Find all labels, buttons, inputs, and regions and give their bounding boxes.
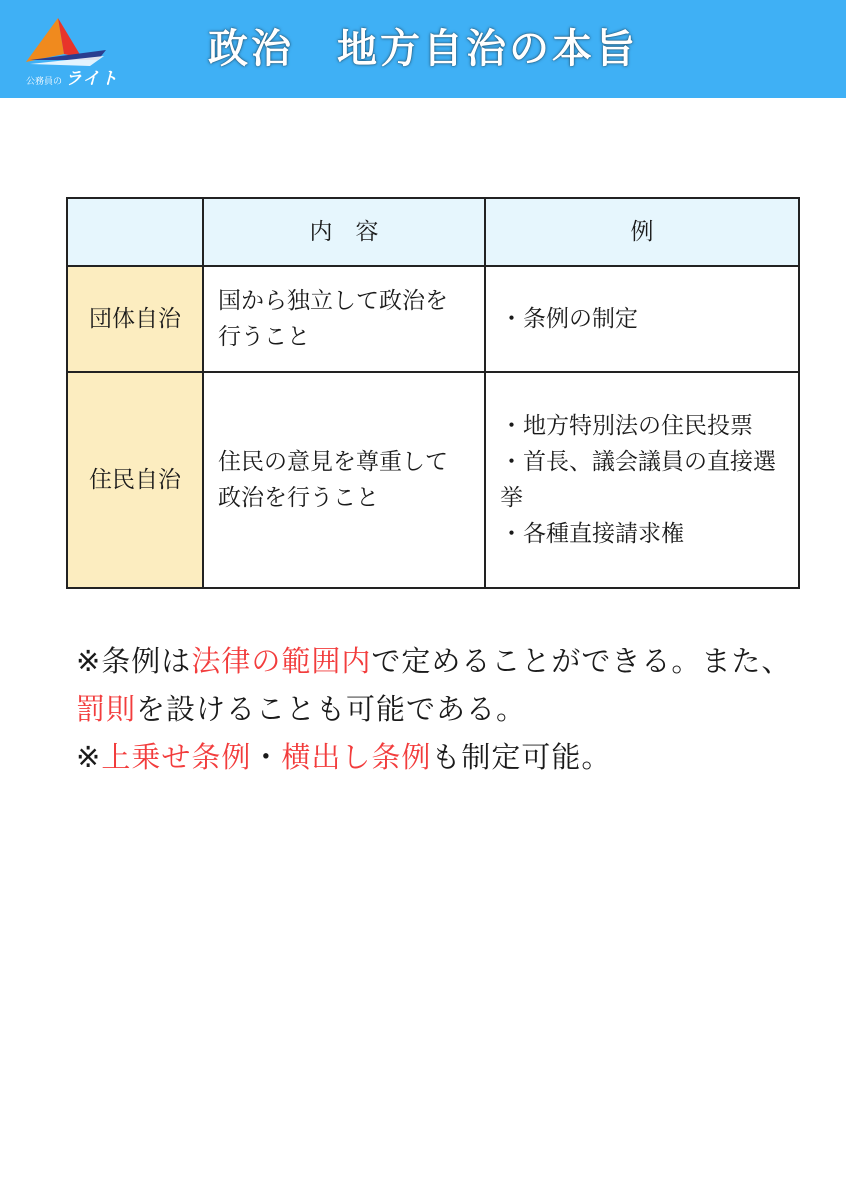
logo-small-text: 公務員の <box>26 77 63 87</box>
table-header-row <box>67 198 799 266</box>
example-item: ・各種直接請求権 <box>500 521 684 547</box>
note-text: を設けることも可能である。 <box>136 692 527 726</box>
notes <box>76 637 800 781</box>
note-emphasis: 横出し条例 <box>281 740 432 774</box>
example-item: ・首長、議会議員の直接選挙 <box>500 449 776 511</box>
comparison-table <box>66 197 800 589</box>
page-title: 政治 地方自治の本旨 <box>208 26 638 72</box>
note-text: ※条例は <box>76 644 192 678</box>
table-row <box>67 266 799 372</box>
note-text: で定めることができる。また、 <box>371 644 792 678</box>
example-item: ・地方特別法の住民投票 <box>500 413 753 439</box>
note-line <box>76 637 800 733</box>
logo-big-text: ライト <box>65 69 119 89</box>
note-emphasis: 上乗せ条例 <box>101 740 252 774</box>
note-text: も制定可能。 <box>431 740 612 774</box>
row-examples <box>485 372 799 588</box>
row-label: 団体自治 <box>67 266 203 372</box>
note-line <box>76 733 800 781</box>
row-examples <box>485 266 799 372</box>
note-text: ※ <box>76 740 102 774</box>
row-label: 住民自治 <box>67 372 203 588</box>
note-emphasis: 罰則 <box>76 692 137 726</box>
row-content: 国から独立して政治を行うこと <box>203 266 485 372</box>
note-emphasis: 法律の範囲内 <box>191 644 372 678</box>
page-header <box>0 0 846 98</box>
note-text: ・ <box>251 740 282 774</box>
header-cell-content: 内 容 <box>203 198 485 266</box>
header-cell-blank <box>67 198 203 266</box>
row-content: 住民の意見を尊重して政治を行うこと <box>203 372 485 588</box>
example-item: ・条例の制定 <box>500 306 638 332</box>
header-cell-example: 例 <box>485 198 799 266</box>
table-row <box>67 372 799 588</box>
